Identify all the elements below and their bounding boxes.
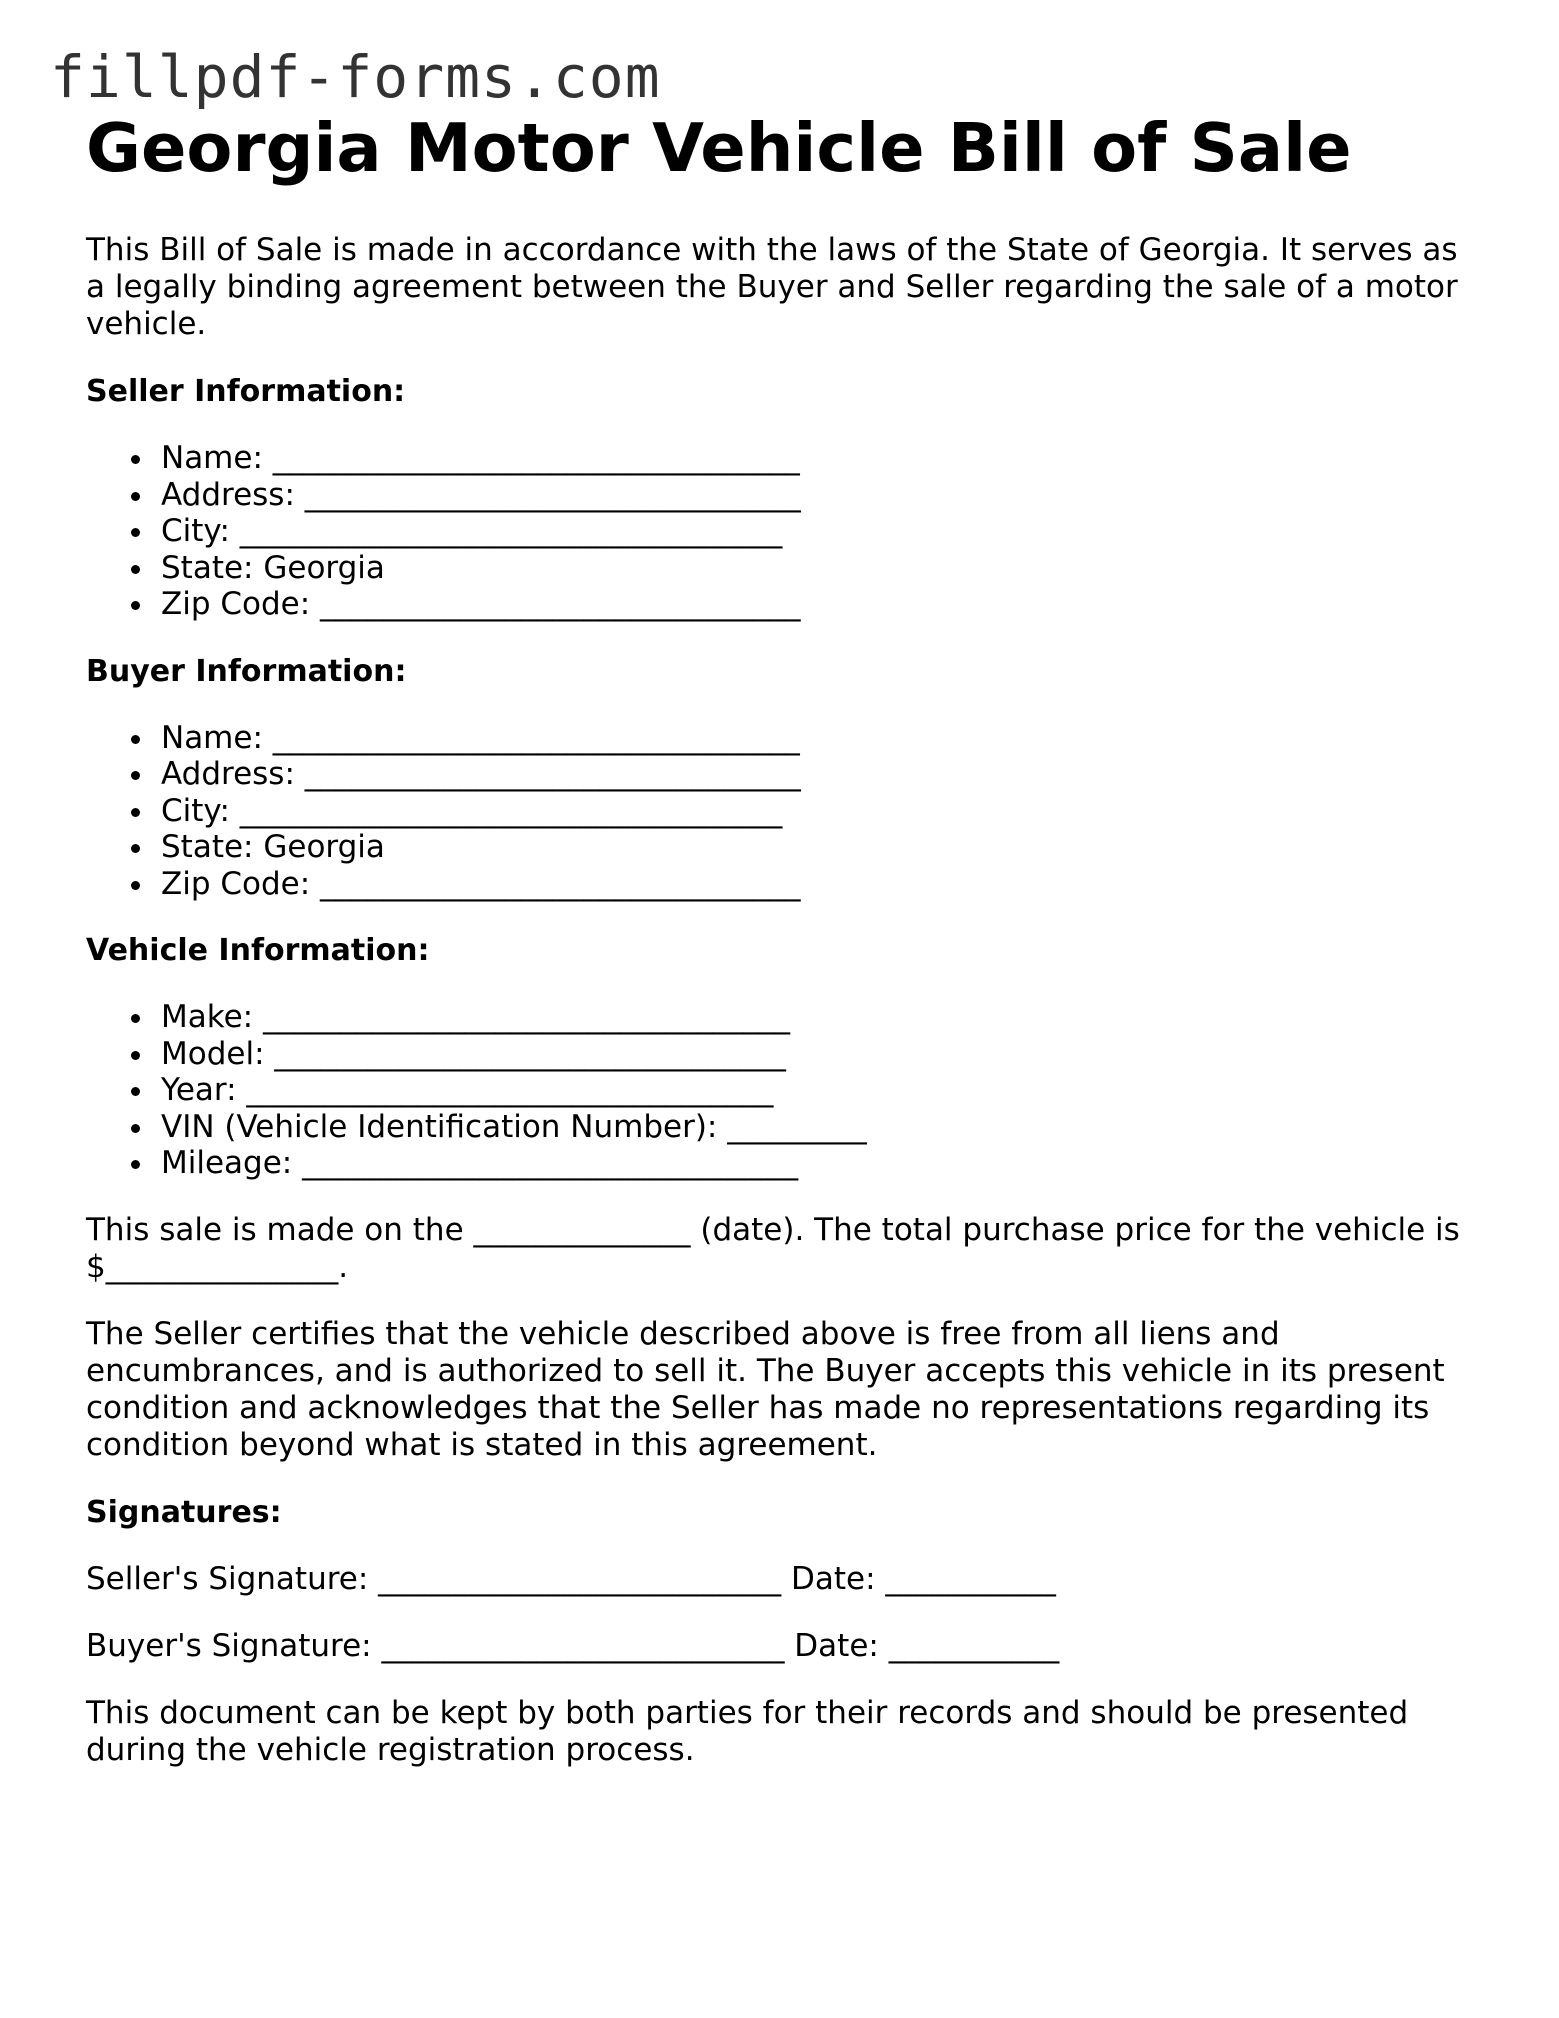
seller-name-field[interactable]: Name: __________________________________ <box>161 440 1476 477</box>
buyer-city-field[interactable]: City: ___________________________________ <box>161 793 1476 830</box>
seller-heading: Seller Information: <box>86 374 406 409</box>
buyer-state-field: State: Georgia <box>161 829 1476 866</box>
vehicle-field-list <box>86 999 1476 1182</box>
buyer-zip-field[interactable]: Zip Code: _______________________________ <box>161 866 1476 903</box>
buyer-field-list <box>86 720 1476 903</box>
certification-paragraph: The Seller certifies that the vehicle described above is free from all liens and encumbrances, and is authorized to sell it. The Buyer accepts this vehicle in its present condition and acknowledges that the Seller has made no representations regarding its condition beyond what is stated in this agreement. <box>86 1315 1445 1463</box>
vehicle-heading: Vehicle Information: <box>86 933 430 968</box>
buyer-address-field[interactable]: Address: ________________________________ <box>161 756 1476 793</box>
vehicle-mileage-field[interactable]: Mileage: ________________________________ <box>161 1145 1476 1182</box>
seller-city-field[interactable]: City: ___________________________________ <box>161 513 1476 550</box>
seller-address-field[interactable]: Address: ________________________________ <box>161 477 1476 514</box>
vehicle-make-field[interactable]: Make: __________________________________ <box>161 999 1476 1036</box>
sale-statement: This sale is made on the ______________ (date). The total purchase price for the vehicle is $_______________. <box>86 1211 1460 1285</box>
intro-paragraph: This Bill of Sale is made in accordance with the laws of the State of Georgia. It serves as a legally binding agreement between the Buyer and Seller regarding the sale of a motor vehicle. <box>86 232 1458 342</box>
document-title: Georgia Motor Vehicle Bill of Sale <box>86 109 1352 187</box>
closing-paragraph: This document can be kept by both parties for their records and should be presented during the vehicle registration process. <box>86 1694 1409 1768</box>
buyer-heading: Buyer Information: <box>86 653 407 689</box>
buyer-name-field[interactable]: Name: __________________________________ <box>161 720 1476 757</box>
document-page <box>86 108 1476 1769</box>
vehicle-year-field[interactable]: Year: __________________________________ <box>161 1072 1476 1109</box>
seller-signature-line[interactable]: Seller's Signature: __________________________ Date: ___________ <box>86 1560 1056 1597</box>
vehicle-vin-field[interactable]: VIN (Vehicle Identification Number): _________ <box>161 1109 1476 1146</box>
buyer-signature-line[interactable]: Buyer's Signature: __________________________ Date: ___________ <box>86 1627 1060 1664</box>
vehicle-model-field[interactable]: Model: _________________________________ <box>161 1036 1476 1073</box>
seller-field-list <box>86 440 1476 623</box>
seller-state-field: State: Georgia <box>161 550 1476 587</box>
seller-zip-field[interactable]: Zip Code: _______________________________ <box>161 586 1476 623</box>
watermark: fillpdf-forms.com <box>50 43 661 111</box>
signatures-heading: Signatures: <box>86 1494 282 1530</box>
